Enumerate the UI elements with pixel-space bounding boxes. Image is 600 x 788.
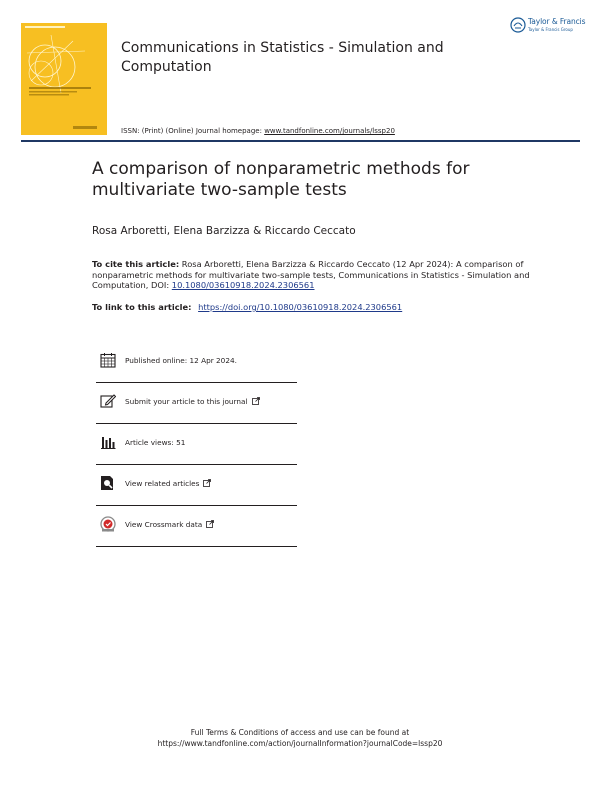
article-authors: Rosa Arboretti, Elena Barzizza & Riccardo Ceccato <box>92 225 356 237</box>
header-divider <box>21 140 580 142</box>
external-link-icon <box>206 520 214 528</box>
crossmark-icon <box>100 516 116 532</box>
submit-article-label[interactable]: Submit your article to this journal <box>125 397 248 406</box>
pencil-icon <box>100 393 116 409</box>
external-link-icon <box>203 479 211 487</box>
issn-label: ISSN: (Print) (Online) Journal homepage: <box>121 127 262 135</box>
footer-terms-text: Full Terms & Conditions of access and use can be found at <box>190 728 410 737</box>
journal-cover-image[interactable] <box>21 23 107 135</box>
crossmark-text[interactable] <box>125 520 214 529</box>
crossmark-label[interactable]: View Crossmark data <box>125 520 203 529</box>
article-link-line <box>92 302 402 312</box>
crossmark-item[interactable] <box>96 506 297 547</box>
article-views-text: Article views: 51 <box>125 438 186 447</box>
cite-text: Rosa Arboretti, Elena Barzizza & Riccardo Ceccato (12 Apr 2024): A comparison of nonparametric methods for multivariate two-sample tests, Communications in Statistics - Simulation and Computation, DOI: <box>92 259 530 291</box>
magnifier-icon <box>100 475 116 491</box>
footer <box>0 727 600 749</box>
published-online-text: Published online: 12 Apr 2024. <box>125 356 237 365</box>
cover-graphic-icon <box>21 23 107 135</box>
journal-title[interactable]: Communications in Statistics - Simulation and Computation <box>121 40 444 75</box>
submit-article-text[interactable] <box>125 397 260 406</box>
article-url-link[interactable]: https://doi.org/10.1080/03610918.2024.2306561 <box>198 302 403 312</box>
bar-chart-icon <box>100 434 116 450</box>
related-articles-item[interactable] <box>96 465 297 506</box>
external-link-icon <box>252 397 260 405</box>
publisher-logo-text: Taylor & Francis <box>528 17 586 26</box>
citation-block <box>92 259 532 291</box>
cite-label: To cite this article: <box>92 259 180 269</box>
related-articles-text[interactable] <box>125 479 211 488</box>
publisher-logo-icon <box>510 17 526 33</box>
item-divider <box>96 546 297 547</box>
footer-terms-link[interactable]: https://www.tandfonline.com/action/journalInformation?journalCode=lssp20 <box>157 739 443 748</box>
link-label: To link to this article: <box>92 302 192 312</box>
publisher-logo[interactable] <box>510 17 586 35</box>
article-views-item <box>96 424 297 465</box>
submit-article-item[interactable] <box>96 383 297 424</box>
doi-link[interactable]: 10.1080/03610918.2024.2306561 <box>171 280 315 291</box>
published-online-item <box>96 342 297 383</box>
related-articles-label[interactable]: View related articles <box>125 479 200 488</box>
journal-homepage-link[interactable]: www.tandfonline.com/journals/lssp20 <box>264 127 395 135</box>
issn-line <box>121 127 395 135</box>
article-title: A comparison of nonparametric methods for multivariate two-sample tests <box>92 159 470 200</box>
publisher-logo-subtext: Taylor & Francis Group <box>528 27 573 32</box>
calendar-icon <box>100 352 116 368</box>
